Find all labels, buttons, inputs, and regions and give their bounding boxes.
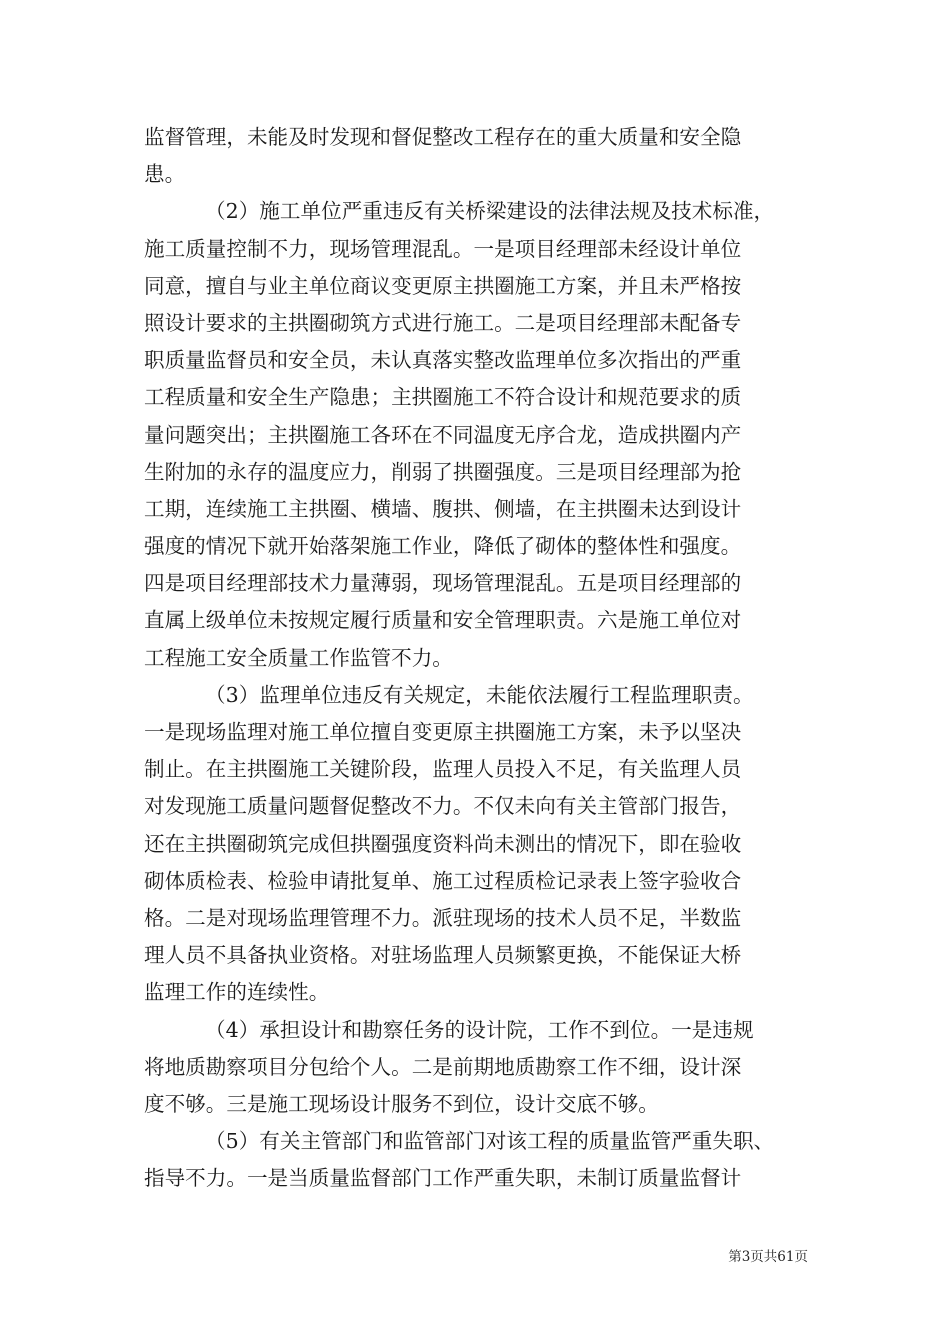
text-line: 施工质量控制不力，现场管理混乱。一是项目经理部未经设计单位 (144, 236, 742, 261)
text-line: 工程施工安全质量工作监管不力。 (144, 645, 453, 670)
text-line: 生附加的永存的温度应力，削弱了拱圈强度。三是项目经理部为抢 (144, 459, 742, 484)
text-line: 指导不力。一是当质量监督部门工作严重失职，未制订质量监督计 (144, 1166, 742, 1191)
text-line: （3）监理单位违反有关规定，未能依法履行工程监理职责。 (205, 682, 754, 707)
text-line: 照设计要求的主拱圈砌筑方式进行施工。二是项目经理部未配备专 (144, 310, 742, 335)
text-line: 患。 (144, 162, 186, 187)
text-line: 工程质量和安全生产隐患；主拱圈施工不符合设计和规范要求的质 (144, 385, 742, 410)
text-line: 四是项目经理部技术力量薄弱，现场管理混乱。五是项目经理部的 (144, 571, 742, 596)
text-line: 工期，连续施工主拱圈、横墙、腹拱、侧墙，在主拱圈未达到设计 (144, 496, 742, 521)
text-line: （2）施工单位严重违反有关桥梁建设的法律法规及技术标准， (205, 199, 775, 224)
text-line: 强度的情况下就开始落架施工作业，降低了砌体的整体性和强度。 (144, 534, 742, 559)
text-line: 理人员不具备执业资格。对驻场监理人员频繁更换，不能保证大桥 (144, 943, 742, 968)
text-line: 监理工作的连续性。 (144, 980, 330, 1005)
text-line: 度不够。三是施工现场设计服务不到位，设计交底不够。 (144, 1091, 659, 1116)
text-line: 量问题突出；主拱圈施工各环在不同温度无序合龙，造成拱圈内产 (144, 422, 742, 447)
text-line: 砌体质检表、检验申请批复单、施工过程质检记录表上签字验收合 (144, 868, 742, 893)
text-line: 制止。在主拱圈施工关键阶段，监理人员投入不足，有关监理人员 (144, 757, 742, 782)
body-text (144, 119, 808, 1197)
page-number: 第3页共61页 (728, 1249, 808, 1265)
text-line: （4）承担设计和勘察任务的设计院，工作不到位。一是违规 (205, 1017, 754, 1042)
text-line: 还在主拱圈砌筑完成但拱圈强度资料尚未测出的情况下，即在验收 (144, 831, 742, 856)
text-line: 直属上级单位未按规定履行质量和安全管理职责。六是施工单位对 (144, 608, 742, 633)
text-line: 对发现施工质量问题督促整改不力。不仅未向有关主管部门报告， (144, 794, 742, 819)
text-line: 将地质勘察项目分包给个人。二是前期地质勘察工作不细，设计深 (144, 1054, 742, 1079)
text-line: 职质量监督员和安全员，未认真落实整改监理单位多次指出的严重 (144, 348, 742, 373)
text-line: 同意，擅自与业主单位商议变更原主拱圈施工方案，并且未严格按 (144, 273, 742, 298)
text-line: 格。二是对现场监理管理不力。派驻现场的技术人员不足，半数监 (144, 905, 742, 930)
text-line: 监督管理，未能及时发现和督促整改工程存在的重大质量和安全隐 (144, 125, 742, 149)
text-line: 一是现场监理对施工单位擅自变更原主拱圈施工方案，未予以坚决 (144, 720, 742, 744)
text-line: （5）有关主管部门和监管部门对该工程的质量监管严重失职、 (205, 1129, 775, 1154)
